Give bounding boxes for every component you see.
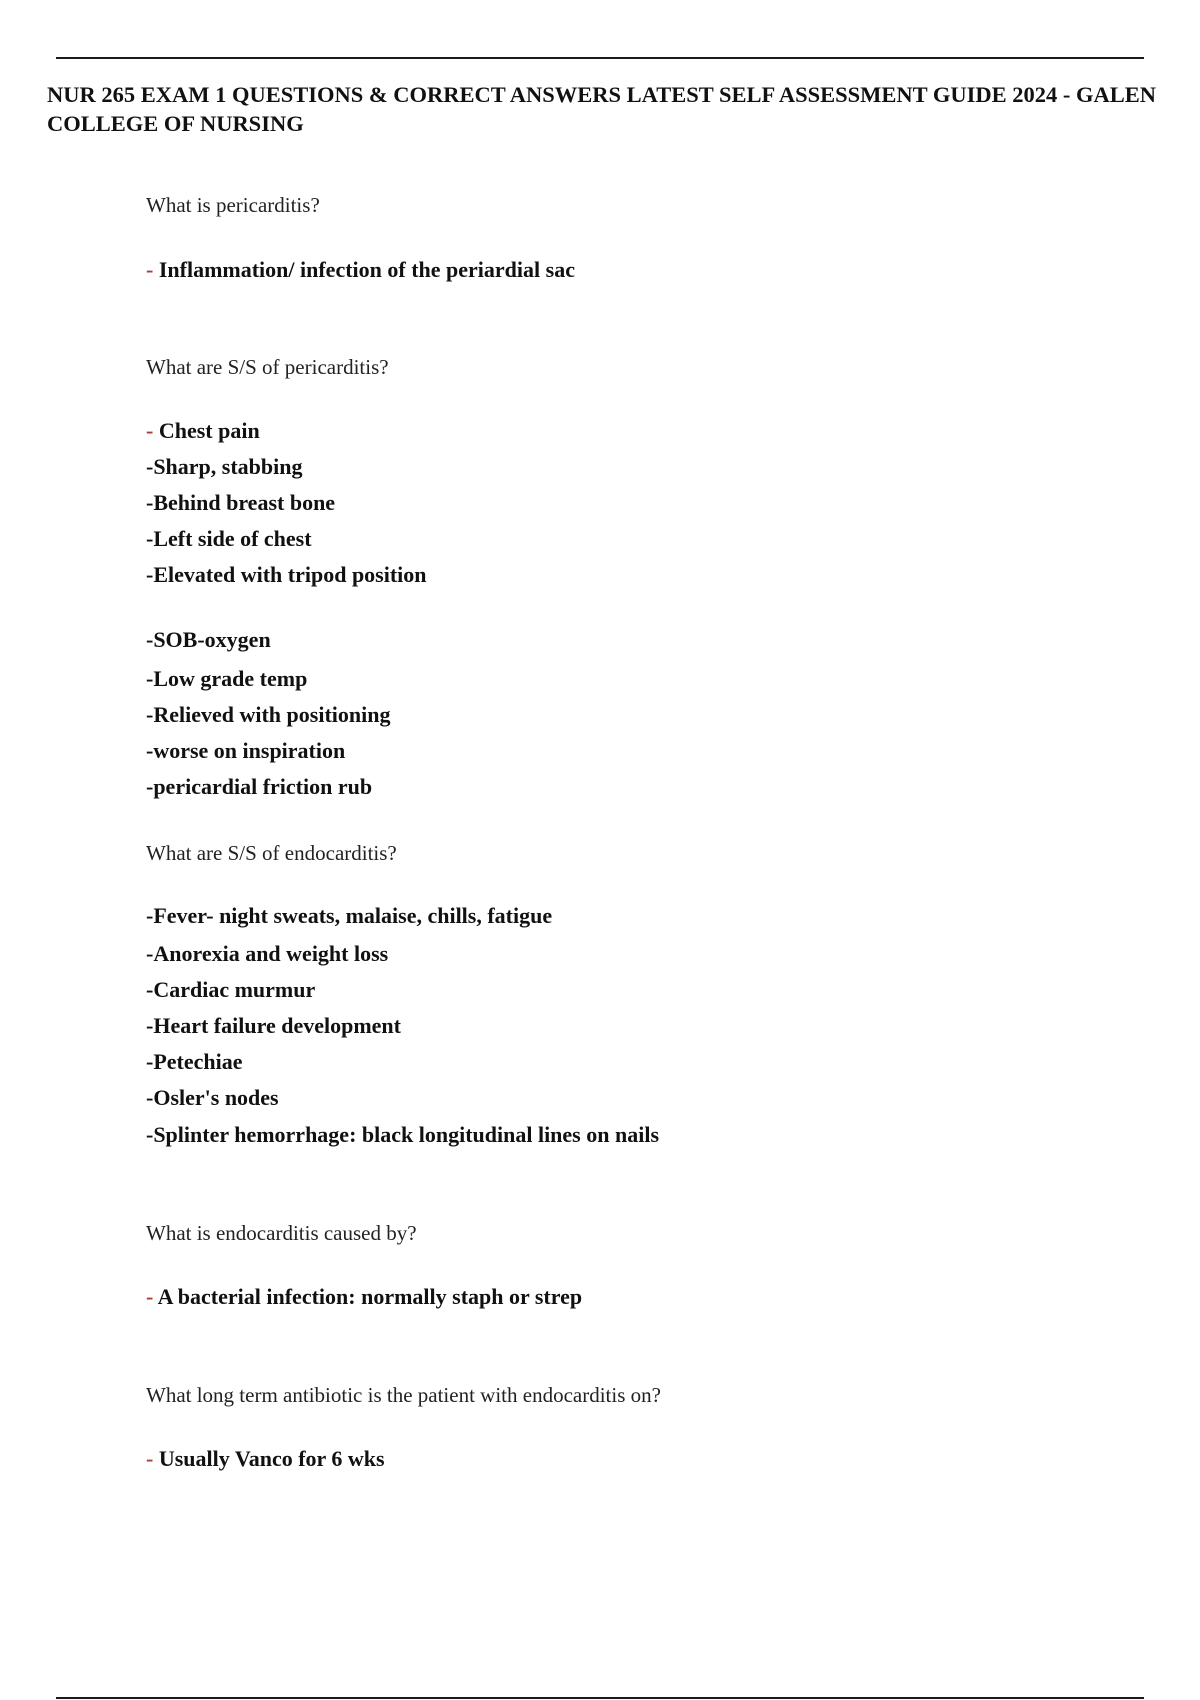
answer-item: -Osler's nodes [146, 1085, 279, 1110]
answer-dash: - [146, 257, 159, 282]
answer-item: -Fever- night sweats, malaise, chills, fatigue [146, 903, 553, 928]
answer-item: -Heart failure development [146, 1013, 401, 1038]
question-pericarditis: What is pericarditis? [146, 193, 320, 217]
answer-text: Inflammation/ infection of the periardial sac [158, 257, 575, 282]
answer-item: -Petechiae [146, 1049, 243, 1074]
question-endocarditis-cause: What is endocarditis caused by? [146, 1221, 417, 1245]
answer-endocarditis-cause [146, 1284, 582, 1310]
answer-chest-pain [146, 418, 260, 444]
answer-dash: - [146, 1446, 159, 1471]
answer-text: Chest pain [158, 418, 260, 443]
answer-item: -Elevated with tripod position [146, 562, 427, 587]
answer-antibiotic [146, 1446, 385, 1472]
answer-item: -Low grade temp [146, 666, 308, 691]
answer-dash: - [146, 418, 159, 443]
answer-item: -worse on inspiration [146, 738, 346, 763]
answer-dash: - [146, 1284, 158, 1309]
answer-item: -Relieved with positioning [146, 702, 391, 727]
question-pericarditis-ss: What are S/S of pericarditis? [146, 355, 389, 379]
answer-item: -Anorexia and weight loss [146, 941, 389, 966]
question-endocarditis-ss: What are S/S of endocarditis? [146, 841, 397, 865]
answer-text: A bacterial infection: normally staph or strep [157, 1284, 583, 1309]
question-antibiotic: What long term antibiotic is the patient with endocarditis on? [146, 1383, 661, 1407]
document-title: NUR 265 EXAM 1 QUESTIONS & CORRECT ANSWERS LATEST SELF ASSESSMENT GUIDE 2024 - GALEN COLLEGE OF NURSING [47, 82, 1157, 136]
answer-text: Usually Vanco for 6 wks [158, 1446, 385, 1471]
answer-item: -Cardiac murmur [146, 977, 316, 1002]
answer-item: -Behind breast bone [146, 490, 336, 515]
answer-item: -pericardial friction rub [146, 774, 373, 799]
answer-item: -SOB-oxygen [146, 627, 271, 652]
bottom-rule [56, 1697, 1144, 1699]
answer-pericarditis [146, 257, 575, 283]
answer-item: -Left side of chest [146, 526, 312, 551]
answer-item: -Splinter hemorrhage: black longitudinal lines on nails [146, 1122, 660, 1147]
top-rule [56, 57, 1144, 59]
answer-item: -Sharp, stabbing [146, 454, 303, 479]
